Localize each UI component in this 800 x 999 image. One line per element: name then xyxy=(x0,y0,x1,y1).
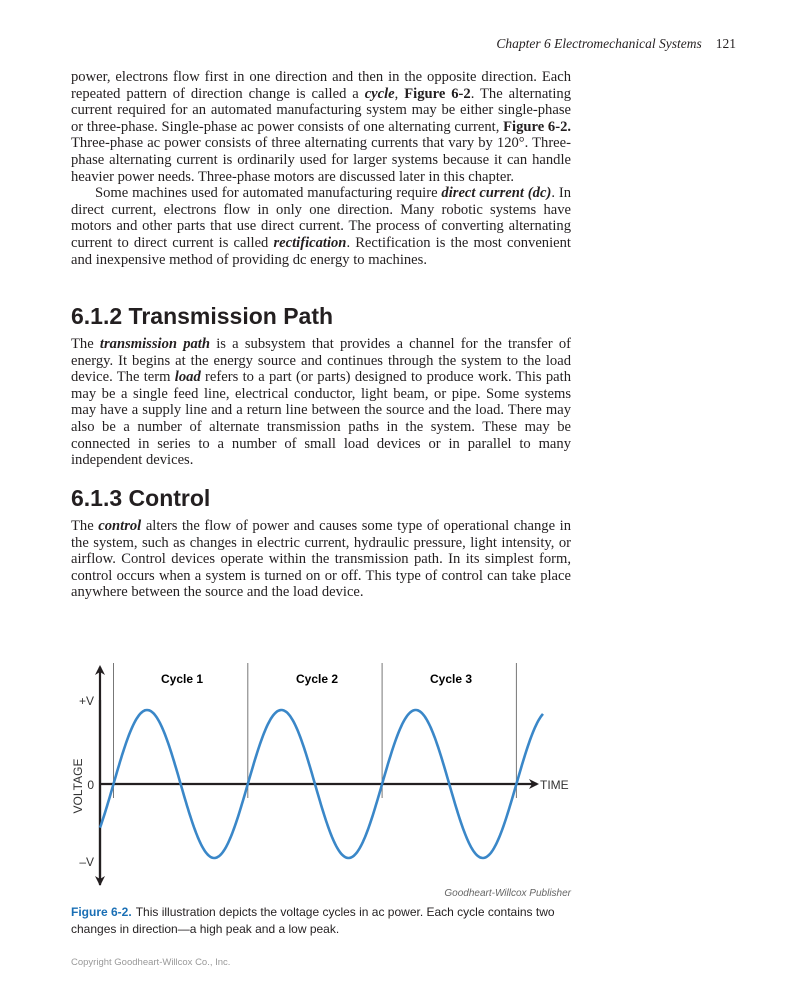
caption-text: This illustration depicts the voltage cycles in ac power. Each cycle contains two changes in direction—a high peak and a low peak. xyxy=(71,905,555,936)
section-heading: 6.1.3 Control xyxy=(71,485,211,511)
term-direct-current: direct current (dc) xyxy=(441,185,552,202)
figure-reference: Figure 6-2 xyxy=(404,85,471,102)
text: . In direct current, electrons flow in only one direction. Many robotic systems have motors and other parts that use direct current. The process of converting alternating current to direct current is called xyxy=(71,185,571,251)
term-rectification: rectification xyxy=(273,234,347,251)
text: Three-phase ac power consists of three alternating currents that vary by 120°. Three-phase alternating current is ordinarily used for larger systems because it can handle heavier power needs. Three-phase motors are discussed later in this chapter. xyxy=(71,135,571,185)
page-number: 121 xyxy=(715,36,736,51)
term-transmission-path: transmission path xyxy=(99,336,210,352)
cycle-label-2: Cycle 2 xyxy=(295,672,339,686)
text: , xyxy=(394,85,405,102)
text: is a subsystem that provides a channel for the transfer of energy. It begins at the energy source and continues through the system to the load device. The term xyxy=(71,336,571,386)
term-control: control xyxy=(98,518,142,534)
y-axis-label: VOLTAGE xyxy=(71,758,85,814)
figure-caption xyxy=(71,904,571,938)
term-cycle: cycle xyxy=(364,85,395,102)
text: power, electrons flow first in one direction and then in the opposite direction. Each repeated pattern of direction change is called a xyxy=(71,69,571,102)
text: The xyxy=(71,336,100,352)
caption-label: Figure 6-2. xyxy=(71,905,132,919)
cycle-label-3: Cycle 3 xyxy=(429,672,473,686)
text: Some machines used for automated manufacturing require xyxy=(95,185,442,202)
figure-credit: Goodheart-Willcox Publisher xyxy=(444,888,571,899)
chapter-title: Chapter 6 Electromechanical Systems xyxy=(496,36,702,51)
text: . Rectification is the most convenient and inexpensive method of providing dc energy to machines. xyxy=(71,234,571,268)
y-tick-plus-v: +V xyxy=(78,694,94,708)
copyright: Copyright Goodheart-Willcox Co., Inc. xyxy=(71,957,231,968)
text: alters the flow of power and causes some type of operational change in the system, such as changes in electric current, hydraulic pressure, light intensity, or airflow. Control devices operate within the transmission path. In its simplest form, control occurs when a system is turned on or off. This type of control can take place anywhere between the source and the load device. xyxy=(71,518,571,601)
term-load: load xyxy=(174,369,201,386)
text: The xyxy=(71,518,99,534)
y-tick-minus-v: –V xyxy=(79,855,94,869)
text: refers to a part (or parts) designed to produce work. This path may be a single feed line, electrical conductor, light beam, or pipe. Some systems may have a supply line and a return line between the source and the load. There may also be a number of alternate transmission paths in the system. These may be connected in series to a number of small load devices or in parallel to many independent devices. xyxy=(71,369,571,469)
figure-reference: Figure 6-2. xyxy=(503,118,572,135)
x-axis-label: TIME xyxy=(540,778,569,792)
section-heading: 6.1.2 Transmission Path xyxy=(71,303,334,329)
text: . The alternating current required for an automated manufacturing system may be either single-phase or three-phase. Single-phase ac power consists of one alternating current, xyxy=(71,85,571,135)
cycle-label-1: Cycle 1 xyxy=(160,672,204,686)
y-tick-zero: 0 xyxy=(87,778,94,792)
